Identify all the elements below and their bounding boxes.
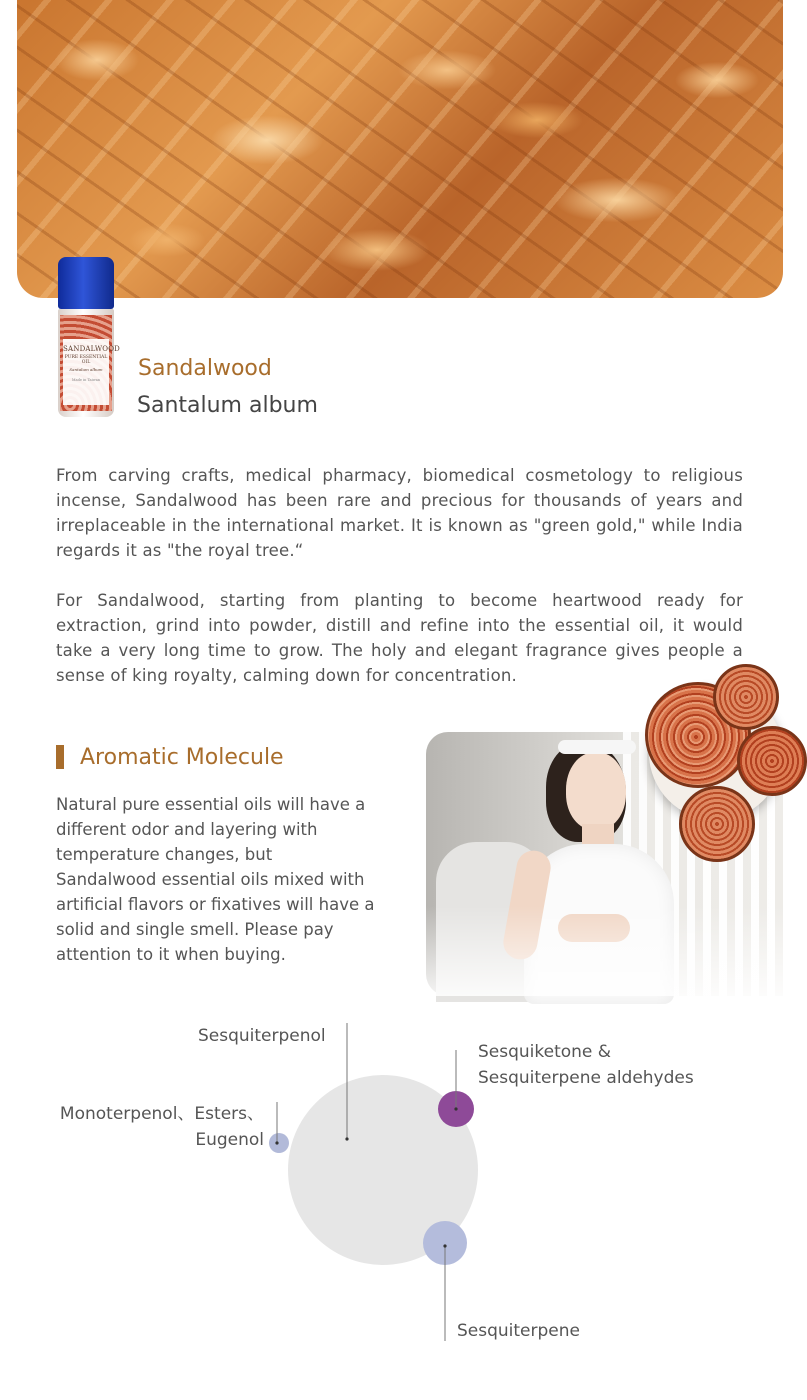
monoterpenol-label-line-2: Eugenol [195, 1130, 264, 1150]
monoterpenol-dot [275, 1141, 278, 1144]
product-name: Sandalwood [138, 356, 272, 381]
monoterpenol-label [30, 1101, 264, 1153]
monoterpenol-circle [269, 1133, 289, 1153]
bottle-brand: SANDALWOOD [63, 345, 120, 353]
aromatic-section-header [56, 743, 284, 771]
face [566, 752, 626, 830]
wood-slice [737, 726, 807, 796]
bottle-body [58, 309, 120, 417]
sesquiterpenol-label: Sesquiterpenol [198, 1026, 326, 1046]
headband [558, 740, 636, 754]
wood-slices-circle-image [649, 686, 783, 820]
sesquiketone-label [478, 1039, 694, 1091]
sesquiterpene-dot [443, 1244, 446, 1247]
hero-sandalwood-chips-image [17, 0, 783, 298]
bottle-line-1: PURE ESSENTIAL OIL [64, 355, 108, 365]
aromatic-molecule-diagram [0, 1010, 800, 1370]
aromatic-heading: Aromatic Molecule [80, 744, 284, 770]
monoterpenol-label-line-1: Monoterpenol、Esters、 [59, 1104, 264, 1124]
bottle-line-3: Made in Taiwan [71, 378, 101, 382]
photo-fade [426, 906, 783, 996]
intro-paragraph-2: For Sandalwood, starting from planting to become heartwood ready for extraction, grind into powder, distill and refine into the essential oil, it would take a very long time to grow. The holy and elegant fragrance gives people a sense of king royalty, calming down for concentration. [56, 591, 743, 685]
wood-slice [713, 664, 779, 730]
bottle-line-2: Santalum album [69, 367, 103, 372]
sesquiketone-dot [454, 1107, 457, 1110]
product-latin-name: Santalum album [137, 393, 318, 418]
sesquiterpene-label: Sesquiterpene [457, 1321, 580, 1341]
aromatic-body-text: Natural pure essential oils will have a different odor and layering with temperature changes, but Sandalwood essential oils mixed with artificial flavors or fixatives will have a solid and single smell. Please pay attention to it when buying. [56, 795, 375, 964]
sesquiketone-label-line-1: Sesquiketone & [478, 1042, 612, 1062]
sesquiterpenol-dot [345, 1137, 348, 1140]
wood-slice [679, 786, 755, 862]
bottle-cap [58, 257, 114, 309]
bottle-label-panel [63, 339, 120, 405]
sesquiketone-label-line-2: Sesquiterpene aldehydes [478, 1068, 694, 1088]
essential-oil-bottle-image [58, 257, 120, 417]
section-accent-bar [56, 745, 64, 769]
intro-paragraph-1: From carving crafts, medical pharmacy, biomedical cosmetology to religious incense, Sandalwood has been rare and precious for thousands of years and irreplaceable in the international market. It is known as "green gold," while India regards it as "the royal tree.“ [56, 466, 743, 560]
